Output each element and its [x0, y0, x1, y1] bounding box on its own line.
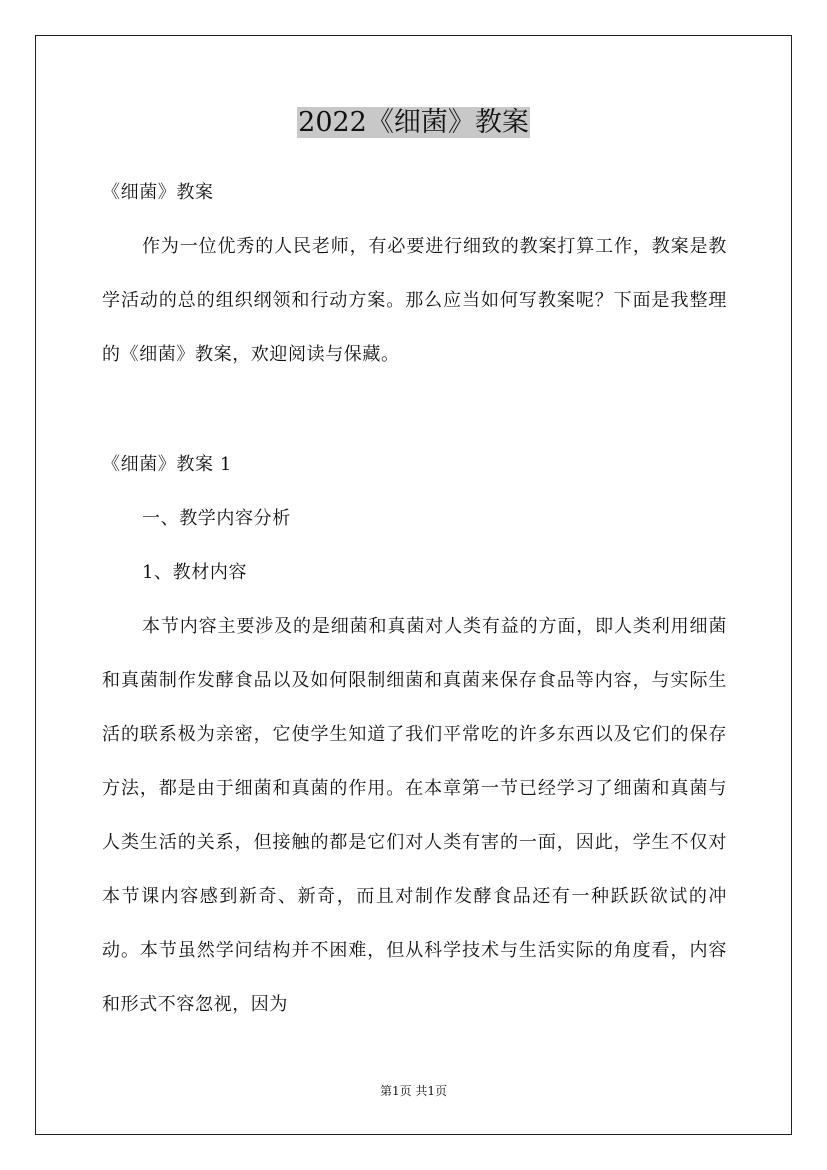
- heading-textbook-content: 1、教材内容: [142, 562, 248, 583]
- content-paragraph: 本节内容主要涉及的是细菌和真菌对人类有益的方面，即人类利用细菌和真菌制作发酵食品以及如何限制细菌和真菌来保存食品等内容，与实际生活的联系极为亲密，它使学生知道了我们平常吃的许多东西以及它们的保存方法，都是由于细菌和真菌的作用。在本章第一节已经学习了细菌和真菌与人类生活的关系，但接触的都是它们对人类有害的一面，因此，学生不仅对本节课内容感到新奇、新奇，而且对制作发酵食品还有一种跃跃欲试的冲动。本节虽然学问结构并不困难，但从科学技术与生活实际的角度看，内容和形式不容忽视，因为: [102, 616, 727, 1015]
- document-title: [0, 104, 827, 142]
- page-footer: 第1页 共1页: [379, 1084, 448, 1098]
- document-subtitle: 《细菌》教案: [102, 182, 214, 203]
- intro-paragraph: 作为一位优秀的人民老师，有必要进行细致的教案打算工作，教案是教学活动的总的组织纲领和行动方案。那么应当如何写教案呢？下面是我整理的《细菌》教案，欢迎阅读与保藏。: [102, 236, 727, 365]
- heading-teaching-content-analysis: 一、教学内容分析: [142, 508, 291, 529]
- section-title: 《细菌》教案 1: [102, 454, 232, 475]
- document-title-text: 2022《细菌》教案: [298, 107, 529, 138]
